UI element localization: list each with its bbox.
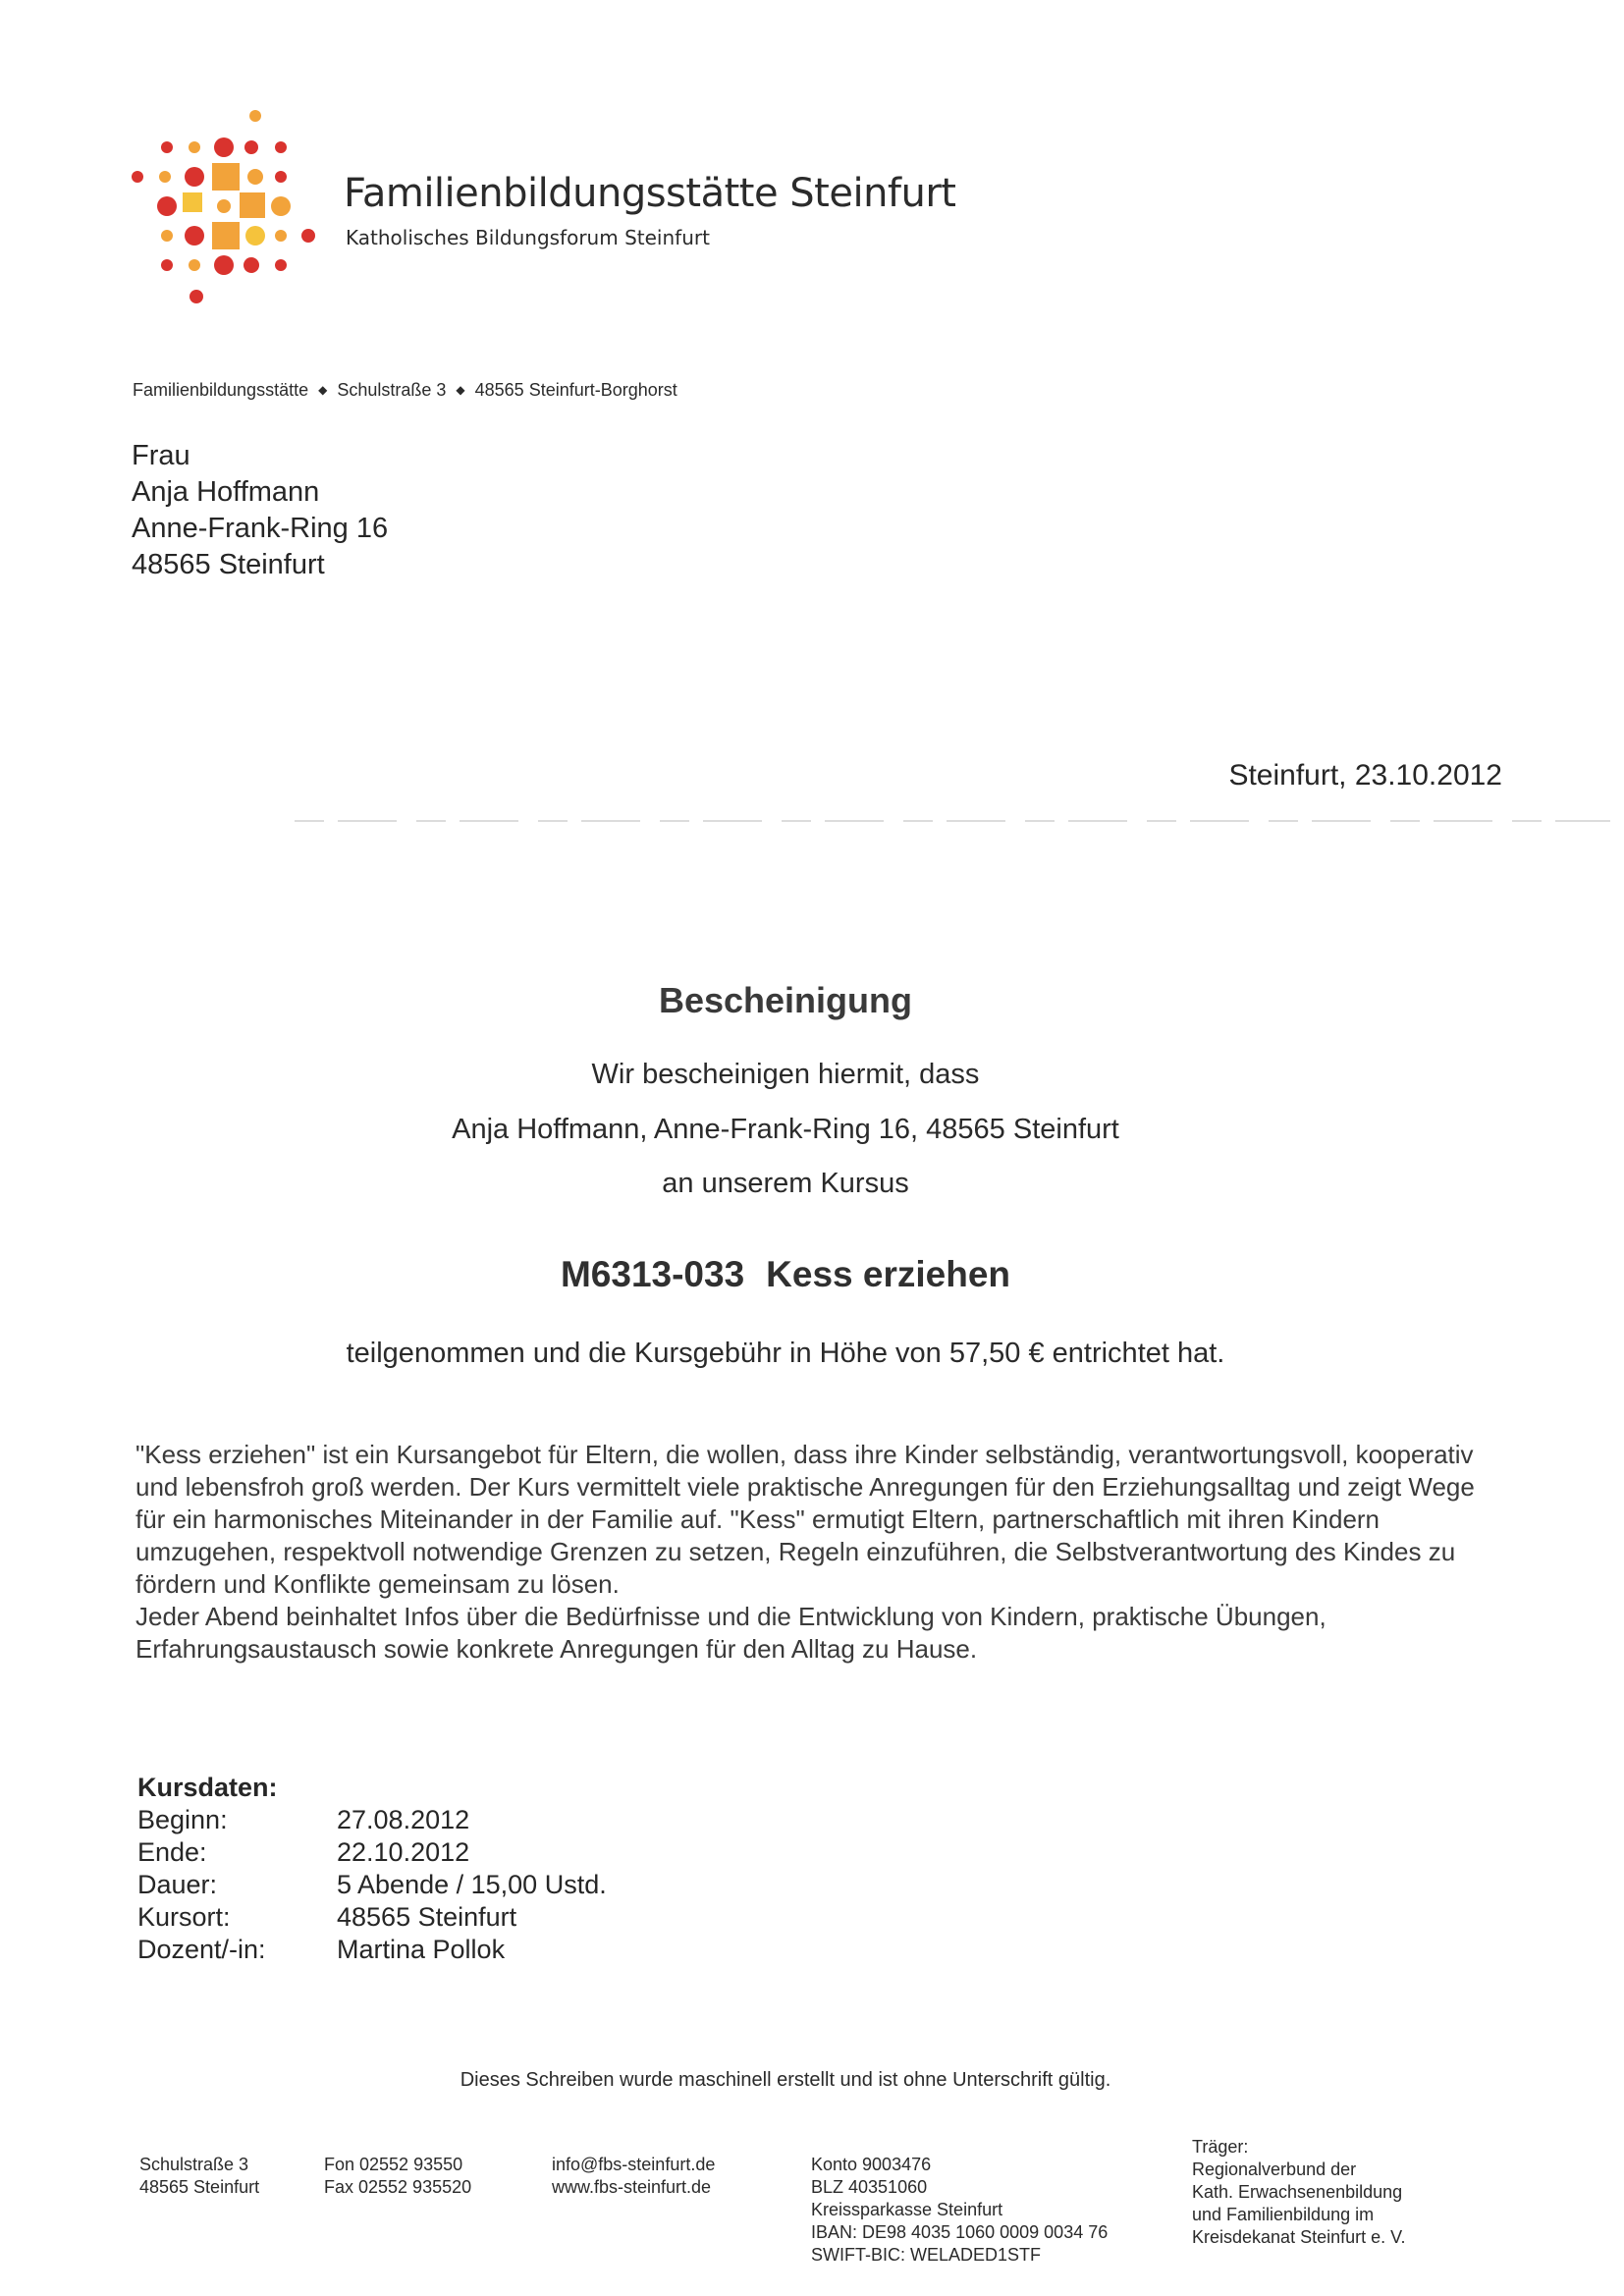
sender-return-address [133, 380, 677, 401]
logo-dot [161, 230, 173, 242]
sender-street: Schulstraße 3 [337, 380, 447, 400]
detail-label: Kursort: [137, 1902, 231, 1932]
footer-address [139, 2154, 259, 2199]
recipient-salutation: Frau [132, 440, 190, 471]
footer-line: Kreissparkasse Steinfurt [811, 2200, 1003, 2219]
footer-phone [324, 2154, 471, 2199]
organization-logo [128, 108, 324, 314]
logo-dot [189, 259, 200, 271]
letter-date: Steinfurt, 23.10.2012 [1228, 759, 1502, 792]
detail-label: Dozent/-in: [137, 1935, 266, 1964]
footer-line: Kreisdekanat Steinfurt e. V. [1192, 2227, 1406, 2247]
footer-line: Fon 02552 93550 [324, 2155, 463, 2174]
fee-statement: teilgenommen und die Kursgebühr in Höhe von 57,50 € entrichtet hat. [346, 1338, 1225, 1369]
footer-line: Träger: [1192, 2137, 1249, 2157]
footer-line: Fax 02552 935520 [324, 2177, 472, 2197]
course-details [137, 1771, 607, 1966]
table-row [137, 1869, 607, 1901]
footer-sponsor [1192, 2136, 1405, 2249]
detail-value: 5 Abende / 15,00 Ustd. [337, 1870, 607, 1899]
logo-square [212, 222, 240, 249]
logo-dot [247, 169, 263, 185]
footer-line: und Familienbildung im [1192, 2205, 1375, 2224]
logo-dot [214, 255, 234, 275]
table-row [137, 1934, 607, 1966]
logo-dot [132, 171, 143, 183]
separator-diamond-icon: ◆ [318, 383, 328, 397]
logo-dot [244, 257, 259, 273]
course-intro: an unserem Kursus [662, 1168, 909, 1199]
recipient-street: Anne-Frank-Ring 16 [132, 513, 389, 544]
footer-line: IBAN: DE98 4035 1060 0009 0034 76 [811, 2222, 1109, 2242]
footer-web [552, 2154, 715, 2199]
footer-line: Kath. Erwachsenenbildung [1192, 2182, 1403, 2202]
logo-dot [244, 140, 258, 154]
separator-diamond-icon: ◆ [456, 383, 465, 397]
logo-square [183, 192, 202, 212]
logo-dot [249, 110, 261, 122]
detail-value: Martina Pollok [337, 1935, 506, 1964]
logo-dot [245, 226, 265, 246]
table-row [137, 1836, 607, 1869]
logo-dot [157, 196, 177, 216]
footer-line: SWIFT-BIC: WELADED1STF [811, 2245, 1042, 2265]
footer-line: Regionalverbund der [1192, 2159, 1357, 2179]
detail-value: 48565 Steinfurt [337, 1902, 517, 1932]
footer-line: Schulstraße 3 [139, 2155, 249, 2174]
logo-square [212, 163, 240, 191]
course-name: Kess erziehen [766, 1254, 1011, 1294]
machine-generated-note: Dieses Schreiben wurde maschinell erstellt und ist ohne Unterschrift gültig. [460, 2069, 1111, 2091]
logo-dot [214, 137, 234, 157]
logo-dot [301, 229, 315, 243]
organization-name: Familienbildungsstätte Steinfurt [344, 171, 956, 216]
detail-label: Dauer: [137, 1870, 218, 1899]
table-row [137, 1804, 607, 1836]
detail-value: 27.08.2012 [337, 1805, 470, 1834]
footer-line: 48565 Steinfurt [139, 2177, 260, 2197]
participant-line: Anja Hoffmann, Anne-Frank-Ring 16, 48565 Steinfurt [452, 1114, 1119, 1145]
logo-dot [275, 171, 287, 183]
course-heading [0, 1254, 1571, 1295]
logo-square [240, 192, 265, 218]
logo-dot [185, 167, 204, 187]
logo-dot [161, 259, 173, 271]
recipient-name: Anja Hoffmann [132, 476, 320, 508]
course-details-heading: Kursdaten: [137, 1773, 278, 1802]
certificate-intro: Wir bescheinigen hiermit, dass [591, 1059, 980, 1090]
description-paragraph: "Kess erziehen" ist ein Kursangebot für Eltern, die wollen, dass ihre Kinder selbständig, verantwortungsvoll, kooperativ und lebensfroh groß werden. Der Kurs vermittelt viele praktische Anregungen für den Erziehungsalltag und zeigt Wege für ein harmonisches Miteinander in der Familie auf. "Kess" ermutigt Eltern, partnerschaftlich mit ihren Kindern umzugehen, respektvoll notwendige Grenzen zu setzen, Regeln einzuführen, die Selbstverantwortung des Kindes zu fördern und Konflikte gemeinsam zu lösen. [135, 1440, 1475, 1599]
detail-label: Beginn: [137, 1805, 228, 1834]
course-description [135, 1439, 1500, 1666]
course-details-table [137, 1804, 607, 1966]
footer-email: info@fbs-steinfurt.de [552, 2155, 716, 2174]
course-code: M6313-033 [560, 1254, 745, 1294]
footer-line: BLZ 40351060 [811, 2177, 928, 2197]
detail-value: 22.10.2012 [337, 1837, 470, 1867]
footer-bank [811, 2154, 1108, 2267]
logo-dot [275, 230, 287, 242]
paper-fold-line [0, 820, 1624, 822]
logo-dot [189, 141, 200, 153]
logo-dot [159, 171, 171, 183]
recipient-city: 48565 Steinfurt [132, 549, 325, 580]
logo-dot [161, 141, 173, 153]
footer-website: www.fbs-steinfurt.de [552, 2177, 712, 2197]
logo-dot [189, 290, 203, 303]
logo-dot [217, 199, 231, 213]
table-row [137, 1901, 607, 1934]
document-title: Bescheinigung [658, 980, 913, 1020]
detail-label: Ende: [137, 1837, 207, 1867]
recipient-address [132, 438, 388, 583]
sender-name: Familienbildungsstätte [133, 380, 309, 400]
sender-city: 48565 Steinfurt-Borghorst [474, 380, 677, 400]
logo-dot [185, 226, 204, 246]
logo-dot [275, 259, 287, 271]
logo-dot [271, 196, 291, 216]
footer-line: Konto 9003476 [811, 2155, 932, 2174]
logo-dot [275, 141, 287, 153]
description-paragraph: Jeder Abend beinhaltet Infos über die Bedürfnisse und die Entwicklung von Kindern, praktische Übungen, Erfahrungsaustausch sowie konkrete Anregungen für den Alltag zu Hause. [135, 1602, 1326, 1664]
organization-subtitle: Katholisches Bildungsforum Steinfurt [346, 226, 710, 249]
